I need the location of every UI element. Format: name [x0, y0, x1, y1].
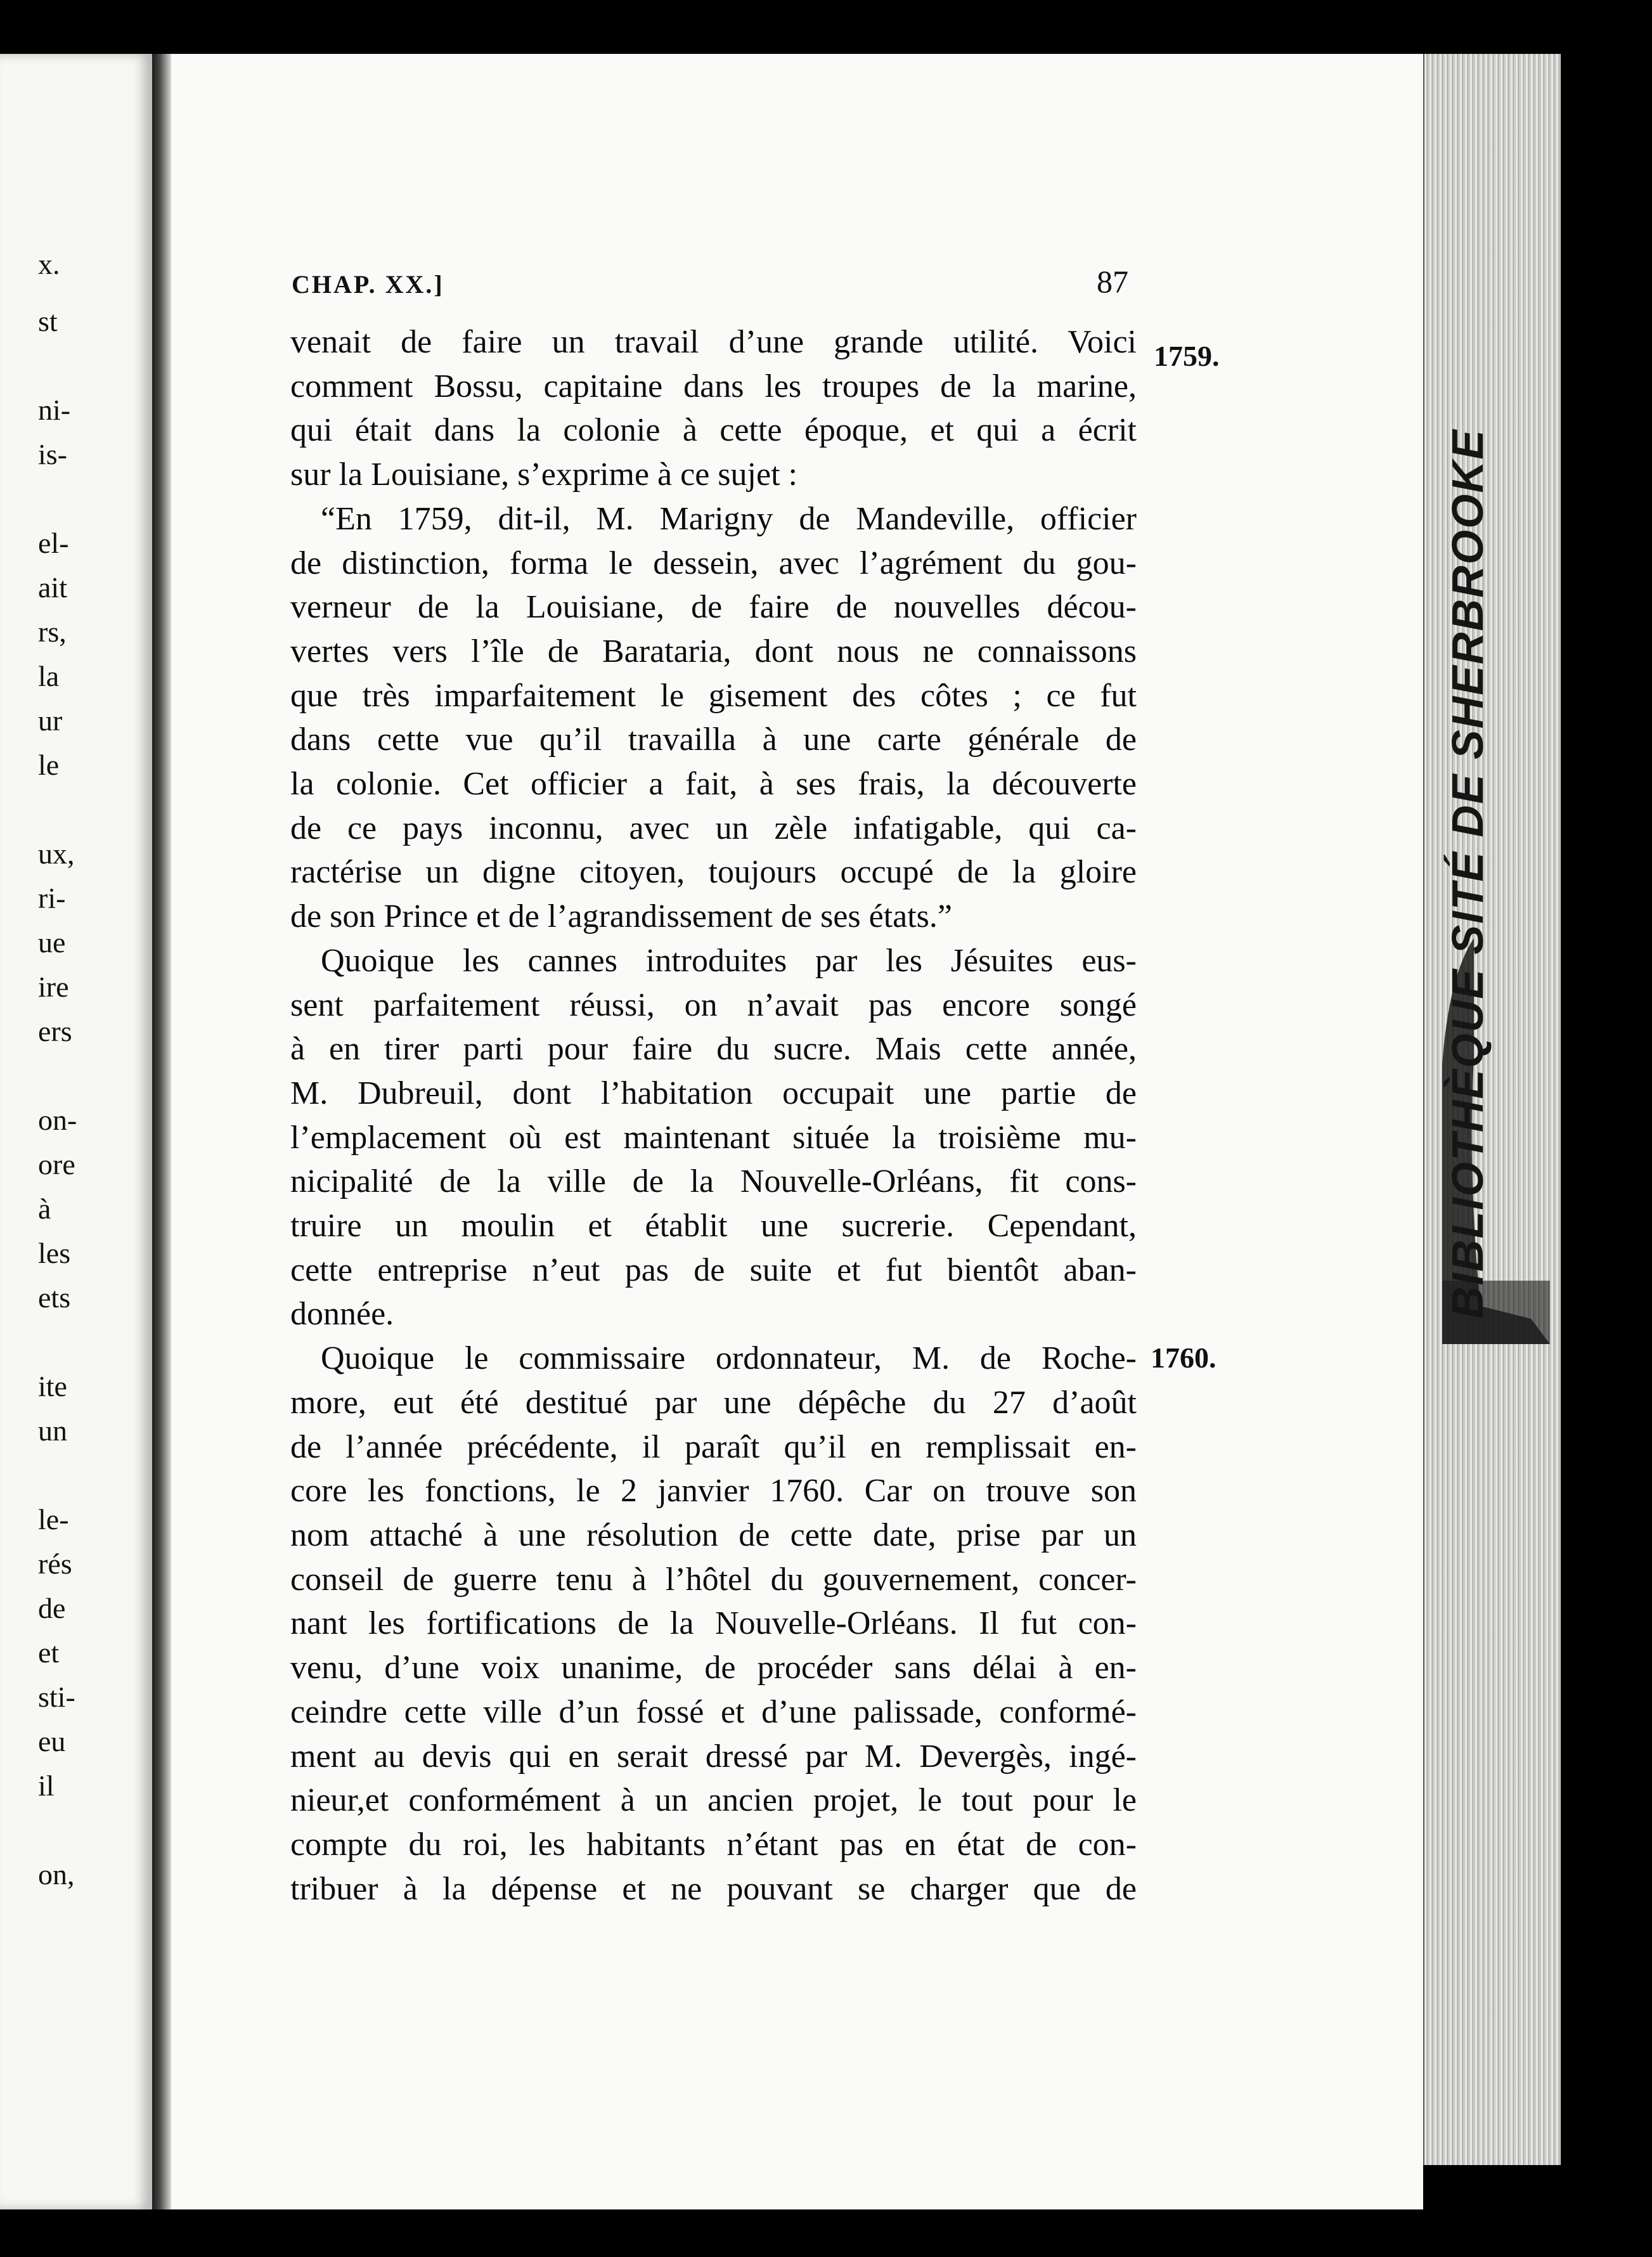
text-line: nieur,et conformément à un ancien projet, le tout pour le — [290, 1782, 1137, 1819]
left-fragment: le — [38, 749, 60, 781]
previous-page-edge — [0, 54, 155, 2209]
text-line: truire un moulin et établit une sucrerie. Cependant, — [290, 1208, 1137, 1245]
left-fragment: de — [38, 1592, 66, 1624]
text-line: sur la Louisiane, s’exprime à ce sujet : — [290, 456, 797, 493]
left-fragment: on- — [38, 1104, 77, 1136]
left-fragment: rs, — [38, 616, 67, 648]
left-fragment: ri- — [38, 882, 66, 914]
left-fragment: ni- — [38, 394, 71, 426]
text-line: Quoique le commissaire ordonnateur, M. de Roche- — [321, 1340, 1137, 1377]
left-fragment: la — [38, 660, 60, 692]
library-stamp-text: BIBLIOTHÈQUE SITÉ DE SHERBROOKE — [1443, 429, 1492, 1319]
text-line: Quoique les cannes introduites par les Jésuites eus- — [321, 942, 1137, 979]
book-gutter — [152, 54, 171, 2209]
text-line: more, eut été destitué par une dépêche du 27 d’août — [290, 1384, 1137, 1421]
text-line: nicipalité de la ville de la Nouvelle-Orléans, fit cons- — [290, 1163, 1137, 1200]
text-line: l’emplacement où est maintenant située la troisième mu- — [290, 1119, 1137, 1156]
text-line: de l’année précédente, il paraît qu’il en remplissait en- — [290, 1428, 1137, 1465]
left-fragment: les — [38, 1237, 71, 1269]
margin-note-year: 1760. — [1151, 1342, 1216, 1374]
text-line: M. Dubreuil, dont l’habitation occupait une partie de — [290, 1075, 1137, 1111]
text-line: cette entreprise n’eut pas de suite et fut bientôt aban- — [290, 1251, 1137, 1288]
left-fragment: le- — [38, 1503, 69, 1536]
left-fragment: el- — [38, 527, 69, 559]
left-fragment: ux, — [38, 837, 75, 870]
text-line: dans cette vue qu’il travailla à une carte générale de — [290, 721, 1137, 758]
page-body-text — [290, 320, 1137, 1911]
left-fragment: ue — [38, 926, 66, 959]
left-fragment: on, — [38, 1858, 75, 1891]
text-line: core les fonctions, le 2 janvier 1760. Car on trouve son — [290, 1473, 1137, 1510]
left-fragment: à — [38, 1193, 51, 1225]
text-line: compte du roi, les habitants n’étant pas en état de con- — [290, 1826, 1137, 1863]
text-line: “En 1759, dit-il, M. Marigny de Mandeville, officier — [321, 500, 1137, 537]
left-fragment: st — [38, 305, 58, 337]
text-line: comment Bossu, capitaine dans les troupes de la marine, — [290, 368, 1137, 404]
text-line: à en tirer parti pour faire du sucre. Mais cette année, — [290, 1031, 1137, 1068]
text-line: ment au devis qui en serait dressé par M. Devergès, ingé- — [290, 1738, 1137, 1775]
text-line: que très imparfaitement le gisement des côtes ; ce fut — [290, 677, 1137, 714]
text-line: donnée. — [290, 1296, 394, 1333]
left-fragment: rés — [38, 1548, 72, 1580]
text-line: nom attaché à une résolution de cette date, prise par un — [290, 1517, 1137, 1553]
text-line: nant les fortifications de la Nouvelle-Orléans. Il fut con- — [290, 1605, 1137, 1642]
text-line: conseil de guerre tenu à l’hôtel du gouvernement, concer- — [290, 1561, 1137, 1598]
text-line: qui était dans la colonie à cette époque, et qui a écrit — [290, 412, 1137, 449]
text-line: de son Prince et de l’agrandissement de ses états.” — [290, 898, 952, 935]
text-line: la colonie. Cet officier a fait, à ses frais, la découverte — [290, 766, 1137, 803]
left-fragment: ets — [38, 1281, 71, 1314]
text-line: ractérise un digne citoyen, toujours occupé de la gloire — [290, 854, 1137, 891]
left-fragment: ore — [38, 1148, 75, 1180]
text-line: ceindre cette ville d’un fossé et d’une palissade, conformé- — [290, 1693, 1137, 1730]
text-line: de distinction, forma le dessein, avec l’agrément du gou- — [290, 545, 1137, 581]
page-number: 87 — [1097, 264, 1128, 299]
left-fragment: ers — [38, 1015, 72, 1047]
text-line: de ce pays inconnu, avec un zèle infatigable, qui ca- — [290, 810, 1137, 846]
left-fragment: ire — [38, 971, 69, 1003]
left-fragment: ite — [38, 1370, 67, 1402]
margin-note-year: 1759. — [1154, 340, 1220, 372]
left-fragment: et — [38, 1636, 60, 1669]
left-fragment: ur — [38, 704, 63, 737]
text-line: verneur de la Louisiane, de faire de nouvelles décou- — [290, 589, 1137, 626]
running-header-chapter: CHAP. XX.] — [292, 270, 444, 299]
left-fragment: ait — [38, 571, 67, 604]
text-line: sent parfaitement réussi, on n’avait pas encore songé — [290, 986, 1137, 1023]
left-fragment: sti- — [38, 1681, 75, 1713]
text-line: tribuer à la dépense et ne pouvant se charger que de — [290, 1870, 1137, 1907]
left-fragment: eu — [38, 1725, 66, 1757]
left-fragment: x. — [38, 248, 60, 280]
text-line: venu, d’une voix unanime, de procéder sans délai à en- — [290, 1650, 1137, 1686]
text-line: vertes vers l’île de Barataria, dont nous ne connaissons — [290, 633, 1137, 669]
left-fragment: is- — [38, 438, 67, 470]
text-line: venait de faire un travail d’une grande utilité. Voici — [290, 324, 1137, 360]
left-fragment: il — [38, 1769, 55, 1802]
left-fragment: un — [38, 1414, 67, 1447]
